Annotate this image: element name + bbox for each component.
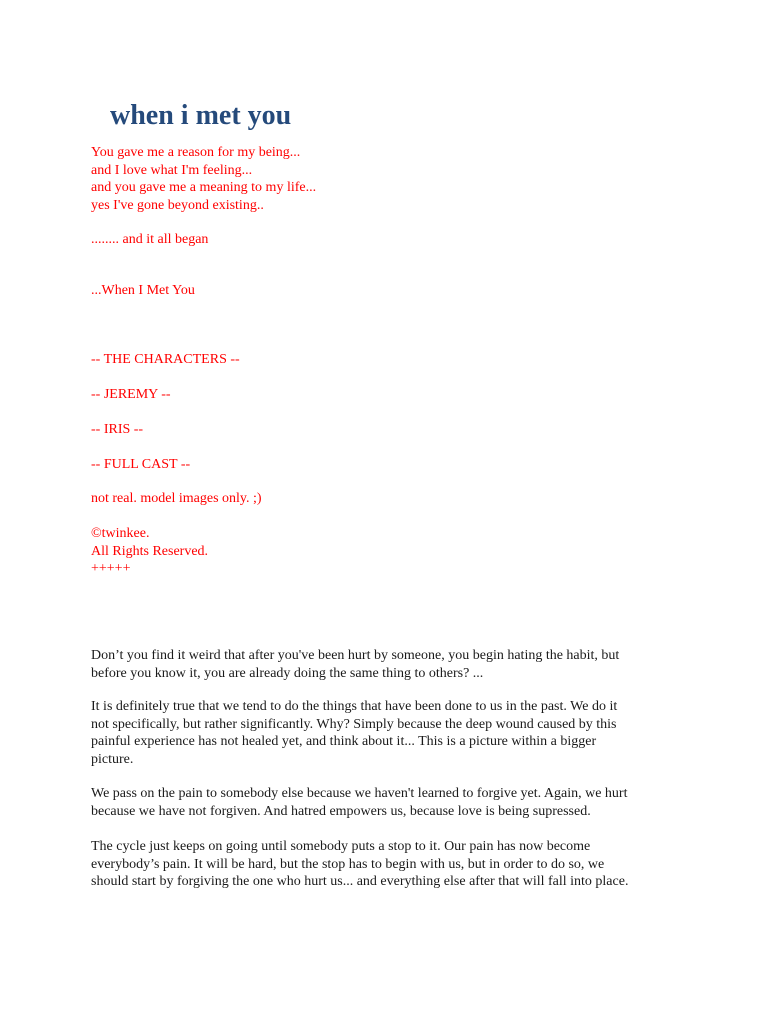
- paragraph-line: everybody’s pain. It will be hard, but the stop has to begin with us, but in order to do so, we: [91, 856, 605, 872]
- paragraph-line: because we have not forgiven. And hatred empowers us, because love is being supressed.: [91, 803, 591, 819]
- paragraph-line: Don’t you find it weird that after you've been hurt by someone, you begin hating the habit, but: [91, 648, 620, 663]
- body-paragraph: [91, 785, 681, 820]
- paragraph-line: It is definitely true that we tend to do the things that have been done to us in the past. We do it: [91, 699, 618, 714]
- copyright-rights: All Rights Reserved.: [91, 543, 209, 559]
- poem-line: and I love what I'm feeling...: [91, 162, 253, 178]
- body-paragraph: [91, 698, 681, 768]
- paragraph-line: We pass on the pain to somebody else because we haven't learned to forgive yet. Again, we hurt: [91, 786, 628, 801]
- character-jeremy: -- JEREMY --: [91, 387, 171, 402]
- copyright-author: ©twinkee.: [91, 526, 150, 541]
- when-i-met-you-text: ...When I Met You: [91, 283, 195, 298]
- story-title: when i met you: [110, 100, 292, 131]
- paragraph-line: painful experience has not healed yet, and think about it... This is a picture within a bigger: [91, 734, 597, 749]
- and-it-all-began-text: ........ and it all began: [91, 232, 209, 247]
- poem-line: yes I've gone beyond existing..: [91, 197, 264, 213]
- full-cast-heading: -- FULL CAST --: [91, 457, 191, 472]
- character-iris: -- IRIS --: [91, 422, 144, 437]
- paragraph-line: should start by forgiving the one who hurt us... and everything else after that will fall into place.: [91, 874, 629, 889]
- disclaimer-text: not real. model images only. ;): [91, 491, 262, 506]
- paragraph-line: picture.: [91, 751, 134, 767]
- poem-line: and you gave me a meaning to my life...: [91, 180, 317, 195]
- characters-heading: -- THE CHARACTERS --: [91, 352, 240, 367]
- body-paragraph: [91, 647, 681, 682]
- poem-line: You gave me a reason for my being...: [91, 145, 301, 160]
- copyright-separator: +++++: [91, 561, 131, 576]
- body-paragraph: [91, 838, 681, 891]
- paragraph-line: The cycle just keeps on going until somebody puts a stop to it. Our pain has now become: [91, 839, 591, 854]
- paragraph-line: before you know it, you are already doing the same thing to others? ...: [91, 665, 484, 681]
- poem-stanza: [91, 144, 316, 214]
- copyright-block: [91, 525, 208, 578]
- paragraph-line: not specifically, but rather significantly. Why? Simply because the deep wound caused by this: [91, 716, 617, 732]
